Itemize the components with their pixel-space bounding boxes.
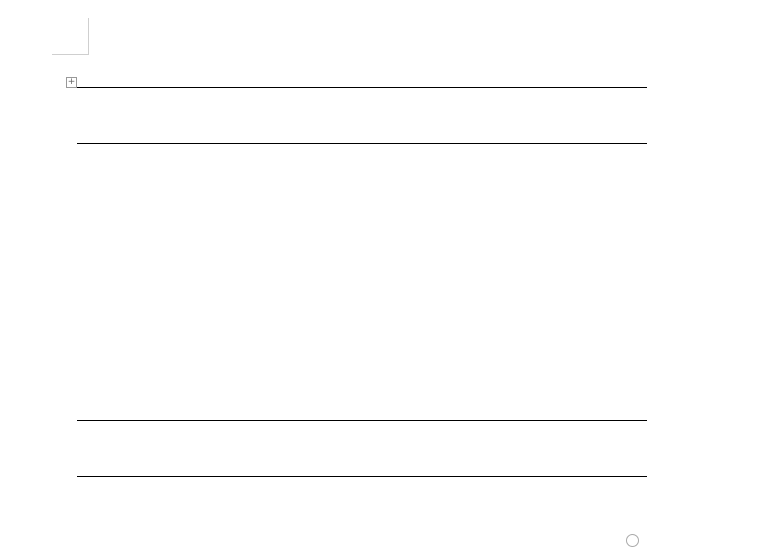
table-title — [89, 58, 101, 82]
top-rule — [77, 87, 647, 88]
table-anchor-icon[interactable]: + — [67, 77, 76, 87]
t-statistics-note — [88, 480, 91, 500]
stats-rule — [77, 420, 647, 421]
page-corner-mark — [52, 18, 89, 55]
wechat-icon — [626, 534, 639, 547]
header-rule — [77, 143, 647, 144]
bottom-rule — [77, 476, 647, 477]
watermark — [626, 531, 645, 549]
